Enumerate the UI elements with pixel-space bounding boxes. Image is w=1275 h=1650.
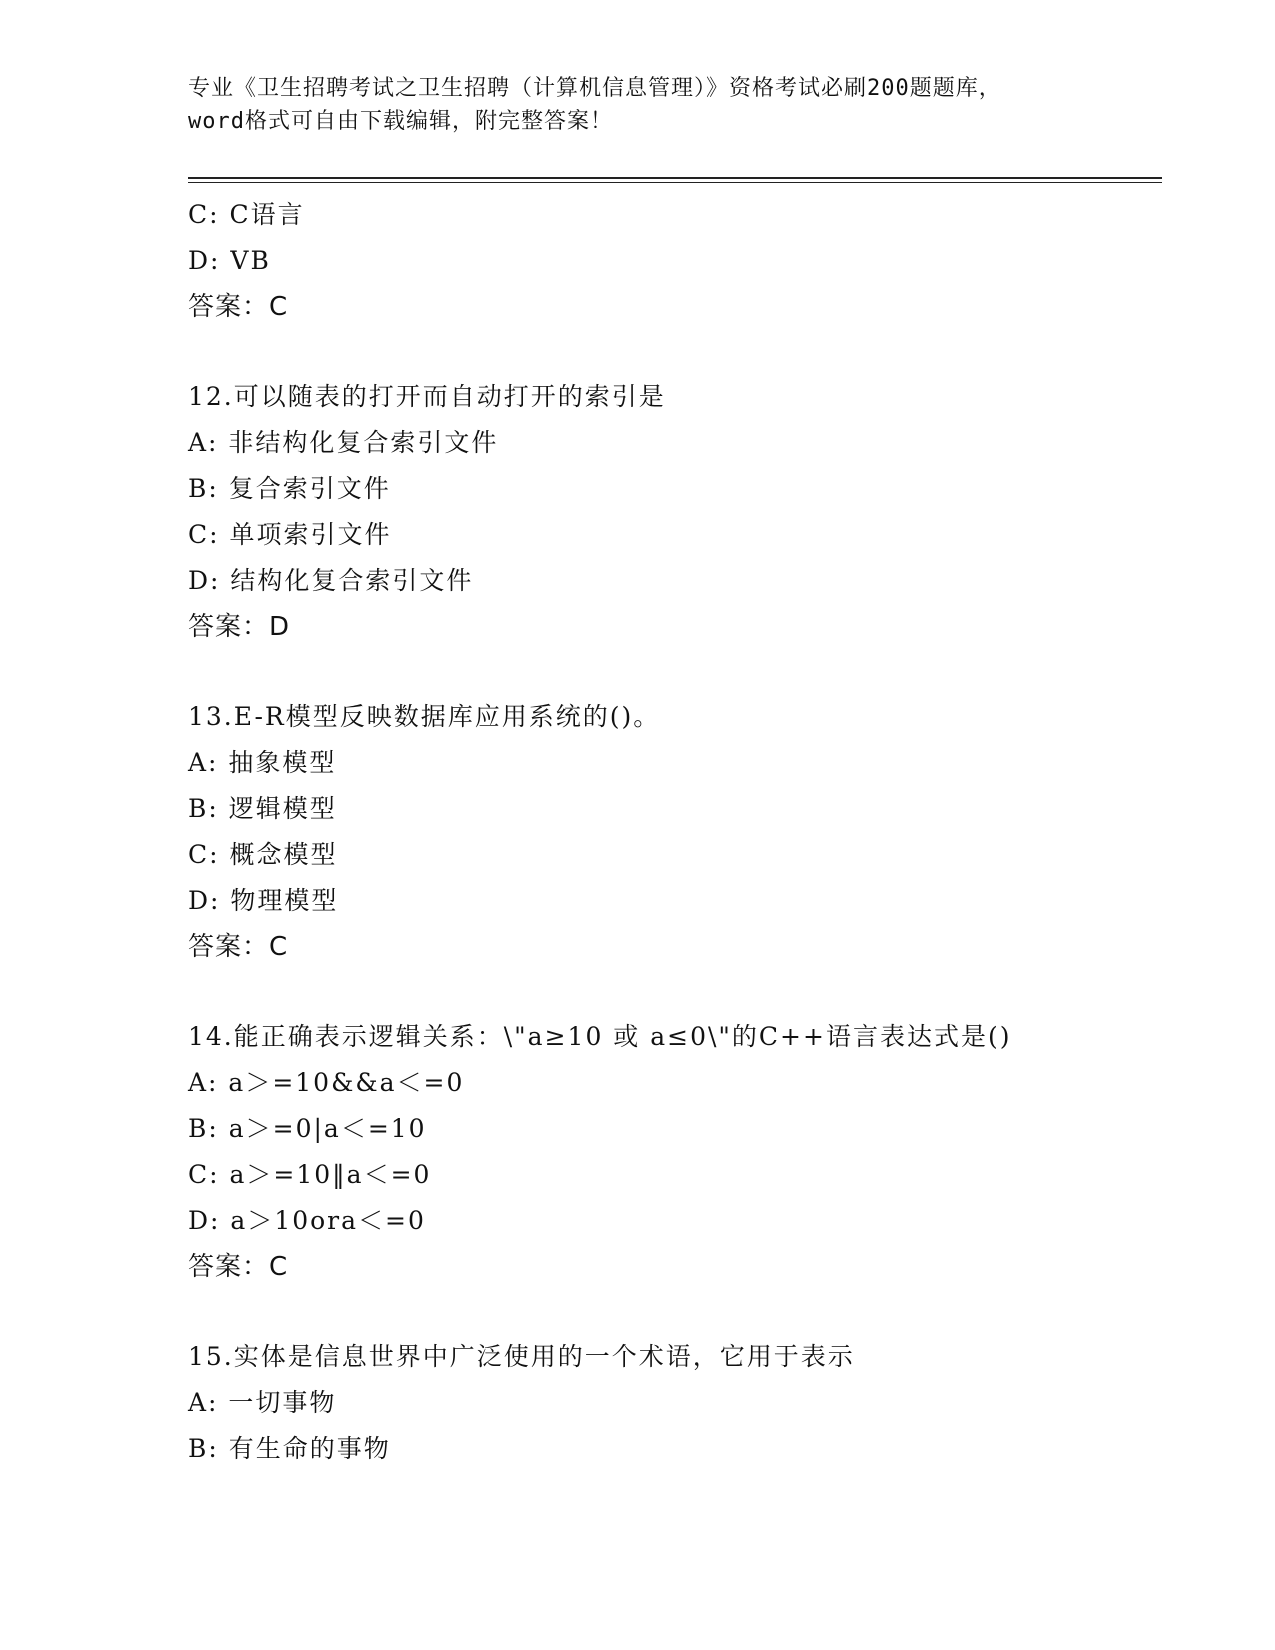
answer-line: 答案：C bbox=[188, 1252, 289, 1282]
question-list bbox=[188, 192, 1148, 1472]
answer-line: 答案：D bbox=[188, 612, 291, 642]
option-b: B: a＞=0|a＜=10 bbox=[188, 1114, 427, 1143]
spacer bbox=[188, 330, 1148, 374]
option-c: C: a＞=10‖a＜=0 bbox=[188, 1160, 432, 1189]
question-title: 14.能正确表示逻辑关系：\"a≥10 或 a≤0\"的C++语言表达式是() bbox=[188, 1022, 1012, 1051]
option-b: B: 逻辑模型 bbox=[188, 794, 337, 823]
answer-line: 答案：C bbox=[188, 932, 289, 962]
option-c: C: C语言 bbox=[188, 200, 305, 229]
question-block-13 bbox=[188, 694, 1148, 970]
option-d: D: 结构化复合索引文件 bbox=[188, 566, 474, 595]
option-d: D: VB bbox=[188, 246, 271, 275]
question-block-14 bbox=[188, 1014, 1148, 1290]
spacer bbox=[188, 1290, 1148, 1334]
option-a: A: 抽象模型 bbox=[188, 748, 337, 777]
document-header bbox=[188, 72, 1108, 138]
spacer bbox=[188, 650, 1148, 694]
answer-line: 答案：C bbox=[188, 292, 289, 322]
question-block-12 bbox=[188, 374, 1148, 650]
option-a: A: 非结构化复合索引文件 bbox=[188, 428, 499, 457]
question-title: 15.实体是信息世界中广泛使用的一个术语，它用于表示 bbox=[188, 1342, 855, 1371]
option-d: D: a＞10ora＜=0 bbox=[188, 1206, 426, 1235]
option-b: B: 复合索引文件 bbox=[188, 474, 391, 503]
option-d: D: 物理模型 bbox=[188, 886, 339, 915]
option-b: B: 有生命的事物 bbox=[188, 1434, 391, 1463]
option-c: C: 概念模型 bbox=[188, 840, 338, 869]
question-title: 12.可以随表的打开而自动打开的索引是 bbox=[188, 382, 666, 411]
question-block-11-tail bbox=[188, 192, 1148, 330]
header-divider-bottom bbox=[188, 182, 1162, 183]
header-line-1: 专业《卫生招聘考试之卫生招聘（计算机信息管理）》资格考试必刷200题题库， bbox=[188, 76, 1002, 101]
header-line-2: word格式可自由下载编辑，附完整答案！ bbox=[188, 109, 613, 134]
option-a: A: 一切事物 bbox=[188, 1388, 337, 1417]
question-title: 13.E-R模型反映数据库应用系统的()。 bbox=[188, 702, 661, 731]
header-divider-top bbox=[188, 177, 1162, 179]
question-block-15 bbox=[188, 1334, 1148, 1472]
option-c: C: 单项索引文件 bbox=[188, 520, 392, 549]
spacer bbox=[188, 970, 1148, 1014]
option-a: A: a＞=10&&a＜=0 bbox=[188, 1068, 465, 1097]
